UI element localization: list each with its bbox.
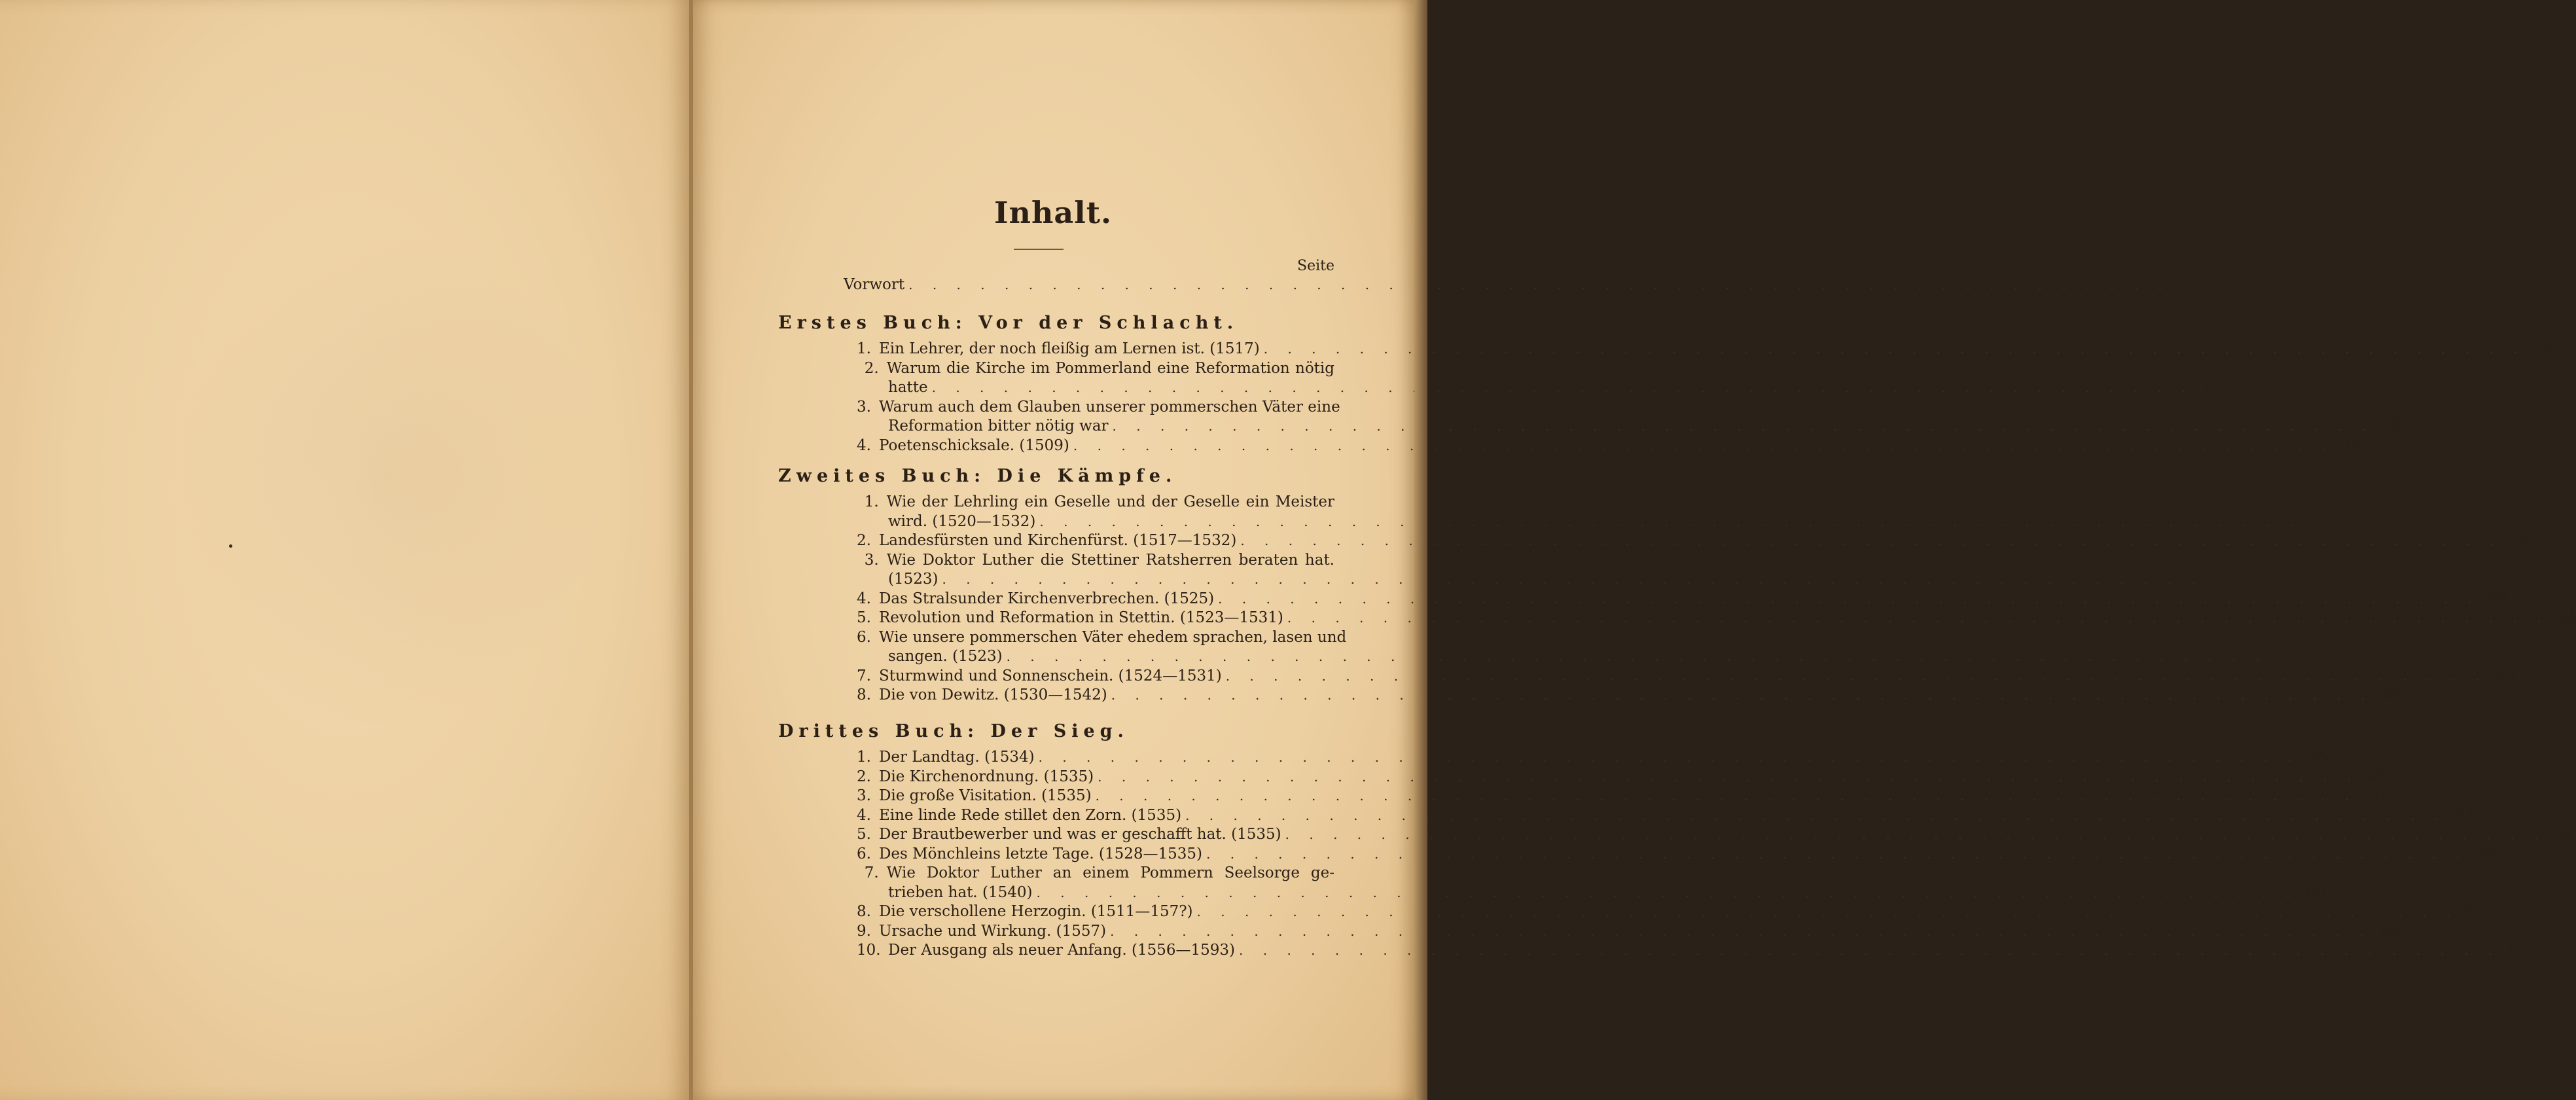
toc-entry-number: 8. [857,686,871,703]
toc-entry-page: 54 [2554,826,2575,843]
toc-entry-number: 6. [857,845,871,862]
toc-entry-line [857,589,2507,609]
toc-entry-number: 2. [857,532,871,549]
toc-entry-page: 11 [2201,379,2221,396]
toc-entry-title: Wie der Lehrling ein Geselle und der Geselle ein Meister [886,493,1334,510]
toc-entry-title: sangen. (1523) [888,648,1003,665]
dot-leader [1287,608,2549,628]
dot-leader [942,569,2204,589]
dot-leader [1239,940,2501,960]
dot-leader [1264,339,2526,359]
toc-entry-number: 8. [857,903,871,920]
book-heading: Drittes Buch: Der Sieg. [778,721,1129,741]
toc-entry-page: 65 [2380,923,2399,940]
toc-entry-line [888,883,2326,902]
toc-entry-title: Reformation bitter nötig war [888,417,1109,435]
toc-entry-title: Der Landtag. (1534) [878,749,1035,766]
toc-entry-title: Revolution und Reformation in Stettin. (1523—1531) [878,609,1283,626]
left-page [0,0,690,1100]
toc-entry-title: Vorwort [844,276,905,293]
toc-entry-title: Der Ausgang als neuer Anfang. (1556—1593) [888,942,1236,959]
toc-entry-page: 18 [2343,437,2363,454]
toc-entry-title: Die große Visitation. (1535) [878,787,1092,804]
toc-entry-line [888,569,2232,589]
toc-entry-title: Ursache und Wirkung. (1557) [878,923,1107,940]
toc-entry-line [857,666,2515,686]
toc-entry-page: 45 [2308,749,2328,766]
toc-entry-title: wird. (1520—1532) [888,513,1036,530]
book-heading: Zweites Buch: Die Kämpfe. [778,466,1177,486]
toc-entry-title: Wie Doktor Luther die Stettiner Ratsherren beraten hat. [886,552,1334,569]
toc-entry-number: 4. [857,437,871,454]
toc-entry-title: trieben hat. (1540) [888,884,1033,901]
toc-entry-line [857,844,2496,864]
dot-leader [1096,786,2357,806]
toc-entry-number: 3. [857,787,871,804]
dot-leader [1007,647,2268,666]
table-of-contents [693,0,2576,1100]
toc-entry-page: 50 [2365,787,2385,804]
toc-entry-number: 7. [857,667,871,684]
dot-leader [1197,902,2459,921]
dot-leader [1285,825,2547,844]
toc-entry-line [857,339,2553,359]
title-divider [1014,249,1064,250]
toc-entry-line [857,902,2486,921]
dot-leader [1039,747,2300,767]
dot-leader [932,378,2194,397]
toc-entry-number: 4. [857,807,871,824]
toc-entry-line [888,378,2221,397]
toc-entry-title: hatte [888,379,928,396]
dot-leader [1098,767,2359,787]
toc-entry-line [857,436,2363,455]
toc-entry-number: 1. [857,340,871,357]
toc-entry-page: 15 [2382,417,2402,435]
dot-leader [1037,883,2299,902]
toc-entry-number: 9. [857,923,871,940]
dot-leader [1240,531,2502,550]
dot-leader [1113,416,2374,436]
dot-leader [908,275,2170,294]
toc-entry-line [857,747,2328,767]
toc-entry-page: 22 [2309,513,2329,530]
toc-entry-page: 24 [2510,532,2530,549]
toc-entry-line [857,685,2401,705]
toc-entry-page: 40 [2495,667,2515,684]
toc-entry-page: 53 [2455,807,2475,824]
toc-entry-line [857,359,1334,378]
toc-entry-line [888,647,2296,666]
toc-entry-title: Die verschollene Herzogin. (1511—157?) [878,903,1193,920]
toc-entry-line [857,608,2576,628]
toc-entry-page: 60 [2306,884,2326,901]
toc-entry-number: 5. [857,826,871,843]
toc-entry-page: 56 [2476,845,2496,862]
toc-entry-vorwort [844,275,2198,294]
book-heading: Erstes Buch: Vor der Schlacht. [778,313,1239,333]
toc-entry-page: 67 [2509,942,2528,959]
toc-entry-line [857,531,2530,550]
toc-entry-number: 7. [864,864,879,881]
toc-entry-number: 10. [857,942,881,959]
toc-entry-number: 1. [857,749,871,766]
dot-leader [1111,685,2373,705]
toc-entry-line [857,863,1334,883]
dot-leader [1039,512,2301,531]
toc-entry-title: Das Stralsunder Kirchenverbrechen. (1525) [878,590,1215,607]
toc-entry-title: Warum die Kirche im Pommerland eine Reformation nötig [886,360,1334,377]
paper-spot [229,544,232,548]
toc-entry-line [857,786,2385,806]
toc-entry-number: 1. [864,493,879,510]
toc-entry-page: 62 [2466,903,2486,920]
toc-entry-line [857,940,2528,960]
toc-entry-title: Des Mönchleins letzte Tage. (1528—1535) [878,845,1203,862]
toc-entry-page: 48 [2367,768,2387,785]
toc-entry-title: Eine linde Rede stillet den Zorn. (1535) [878,807,1182,824]
toc-entry-page: 29 [2488,590,2507,607]
toc-entry-title: Warum auch dem Glauben unserer pommerschen Väter eine [878,399,1340,416]
toc-entry-line [888,416,2402,436]
toc-entry-line [857,550,1334,570]
dot-leader [1073,436,2335,455]
dot-leader [1185,806,2447,825]
dot-leader [1206,844,2468,864]
toc-entry-number: 6. [857,629,871,646]
toc-entry-page: 5 [2188,276,2198,293]
toc-entry-number: 2. [857,768,871,785]
toc-entry-page: 27 [2211,571,2232,588]
toc-entry-line [857,921,2399,941]
page-column-label: Seite [1297,258,1334,274]
page-title: Inhalt. [994,195,1112,230]
toc-entry-title: Sturmwind und Sonnenschein. (1524—1531) [878,667,1222,684]
dot-leader [1218,589,2480,609]
dot-leader [1110,921,2372,941]
toc-entry-number: 3. [864,552,879,569]
toc-entry-title: Wie Doktor Luther an einem Pommern Seelsorge ge- [886,864,1334,881]
toc-entry-number: 5. [857,609,871,626]
toc-entry-line [888,512,2329,531]
toc-entry-title: Die Kirchenordnung. (1535) [878,768,1094,785]
toc-entry-page: 34 [2557,609,2576,626]
page-edge [1414,0,1427,1100]
bleed-through-shadow [170,222,602,733]
toc-entry-title: Ein Lehrer, der noch fleißig am Lernen ist. (1517) [878,340,1260,357]
toc-entry-title: Der Brautbewerber und was er geschafft hat. (1535) [878,826,1281,843]
toc-entry-title: Wie unsere pommerschen Väter ehedem sprachen, lasen und [878,629,1347,646]
toc-entry-line [857,767,2387,787]
toc-entry-line [857,492,1334,512]
toc-entry-line [857,825,2575,844]
toc-entry-page: 37 [2276,648,2296,665]
toc-entry-number: 3. [857,399,871,416]
toc-entry-line [857,628,1347,647]
toc-entry-number: 4. [857,590,871,607]
toc-entry-title: Poetenschicksale. (1509) [878,437,1069,454]
toc-entry-title: Die von Dewitz. (1530—1542) [878,686,1107,703]
toc-entry-title: Landesfürsten und Kirchenfürst. (1517—1532) [878,532,1237,549]
toc-entry-page: 9 [2543,340,2553,357]
right-page [693,0,2576,1100]
toc-entry-line [857,397,1340,417]
toc-entry-title: (1523) [888,571,939,588]
toc-entry-number: 2. [864,360,879,377]
toc-entry-line [857,806,2475,825]
toc-entry-page: 42 [2380,686,2401,703]
